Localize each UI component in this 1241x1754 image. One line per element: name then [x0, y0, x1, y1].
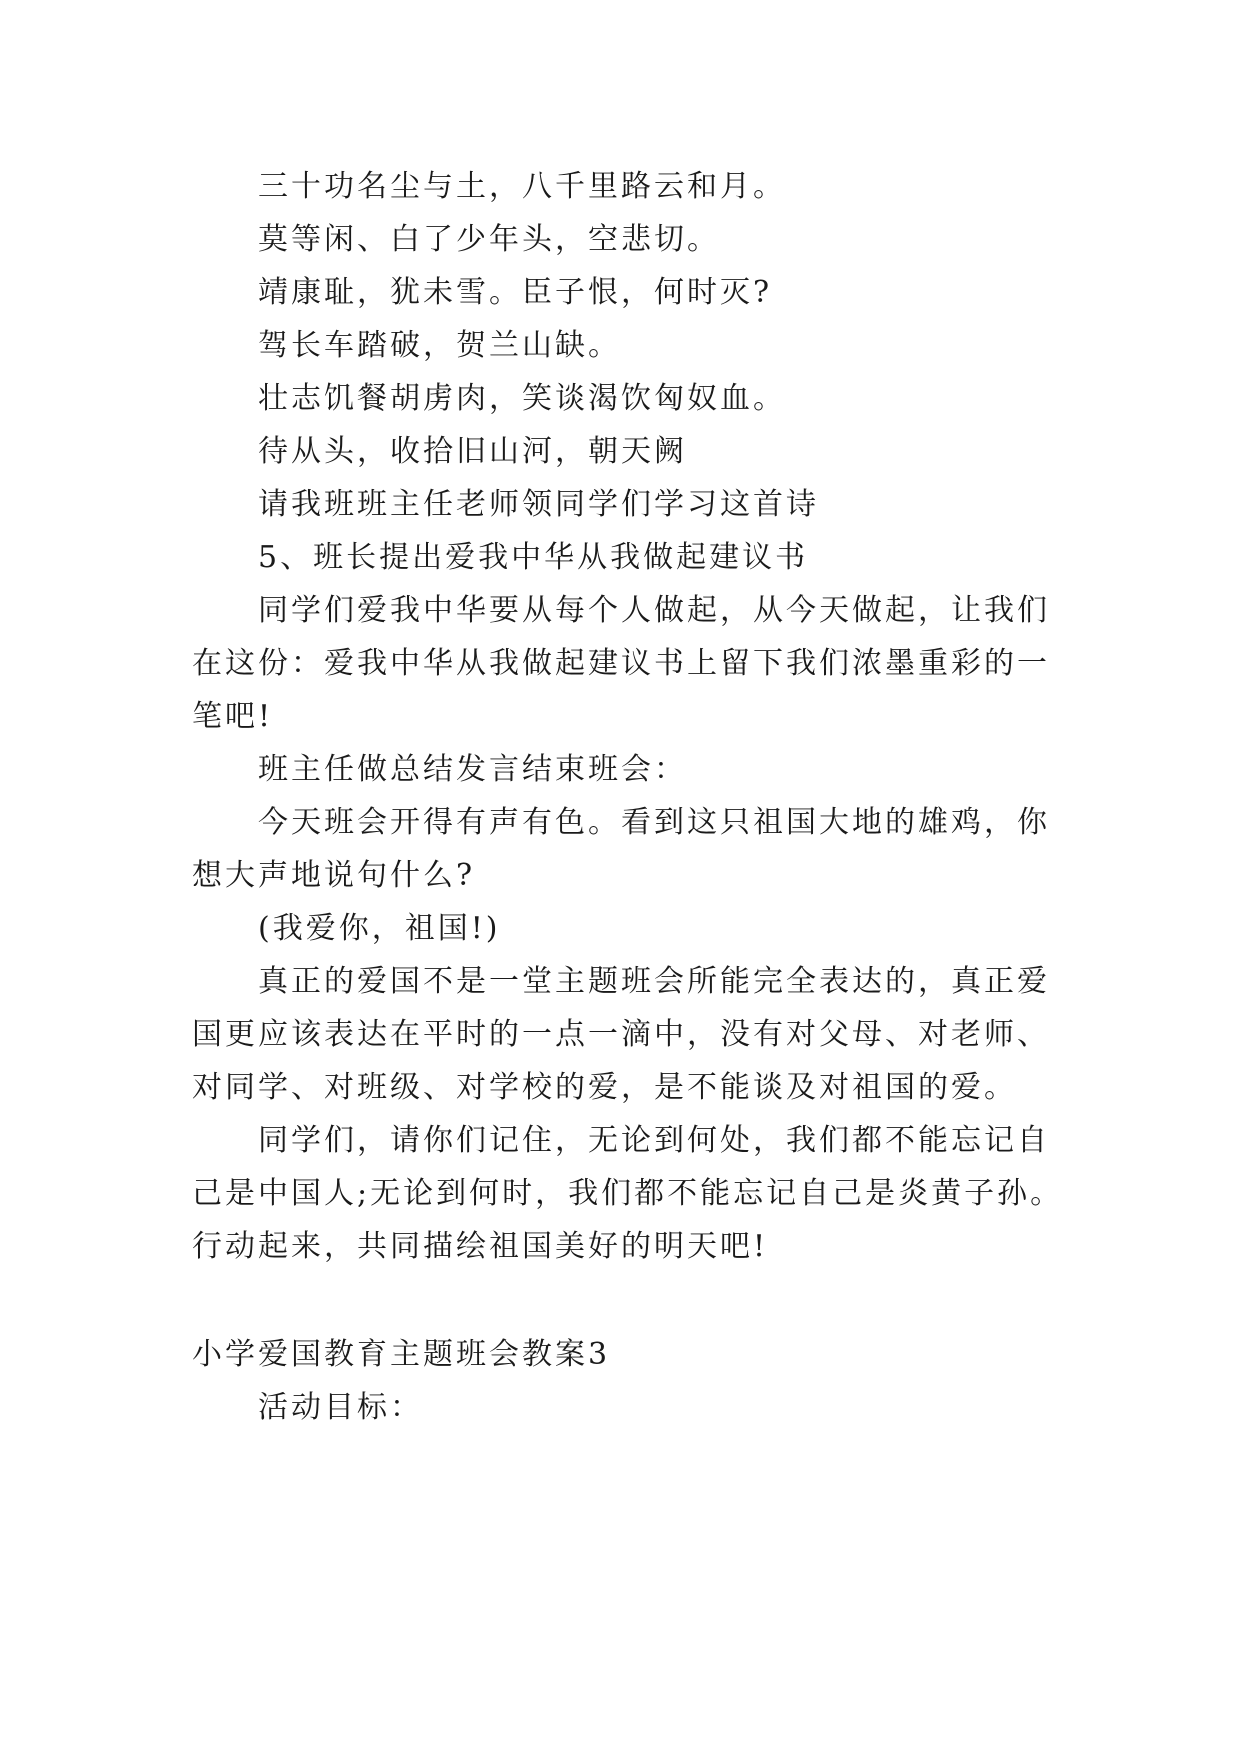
summary-para1-line-1: 今天班会开得有声有色。看到这只祖国大地的雄鸡，你	[258, 805, 1050, 840]
poem-line-1: 三十功名尘与土，八千里路云和月。	[258, 169, 786, 204]
summary-para2-line-3: 对同学、对班级、对学校的爱，是不能谈及对祖国的爱。	[192, 1070, 1017, 1105]
section-subheading: 活动目标：	[258, 1390, 423, 1425]
poem-line-5: 壮志饥餐胡虏肉，笑谈渴饮匈奴血。	[258, 381, 786, 416]
poem-line-4: 驾长车踏破，贺兰山缺。	[258, 328, 621, 363]
summary-answer: (我爱你，祖国!)	[258, 911, 501, 946]
step5-heading: 5、班长提出爱我中华从我做起建议书	[258, 540, 809, 575]
summary-para2-line-1: 真正的爱国不是一堂主题班会所能完全表达的，真正爱	[258, 964, 1050, 999]
section-title: 小学爱国教育主题班会教案3	[192, 1337, 611, 1372]
summary-para1-line-2: 想大声地说句什么?	[192, 858, 476, 893]
summary-para2-line-2: 国更应该表达在平时的一点一滴中，没有对父母、对老师、	[192, 1017, 1050, 1052]
poem-instruction: 请我班班主任老师领同学们学习这首诗	[258, 487, 819, 522]
poem-line-6: 待从头，收拾旧山河，朝天阙	[258, 434, 687, 469]
summary-para3-line-3: 行动起来，共同描绘祖国美好的明天吧!	[192, 1229, 769, 1264]
step5-body-line-2: 在这份：爱我中华从我做起建议书上留下我们浓墨重彩的一	[192, 646, 1050, 681]
poem-line-2: 莫等闲、白了少年头，空悲切。	[258, 222, 720, 257]
step5-body-line-3: 笔吧!	[192, 699, 274, 734]
step5-body-line-1: 同学们爱我中华要从每个人做起，从今天做起，让我们	[258, 593, 1050, 628]
summary-intro: 班主任做总结发言结束班会：	[258, 752, 687, 787]
summary-para3-line-2: 己是中国人;无论到何时，我们都不能忘记自己是炎黄子孙。	[192, 1176, 1064, 1211]
poem-line-3: 靖康耻，犹未雪。臣子恨，何时灭?	[258, 275, 773, 310]
summary-para3-line-1: 同学们，请你们记住，无论到何处，我们都不能忘记自	[258, 1123, 1050, 1158]
